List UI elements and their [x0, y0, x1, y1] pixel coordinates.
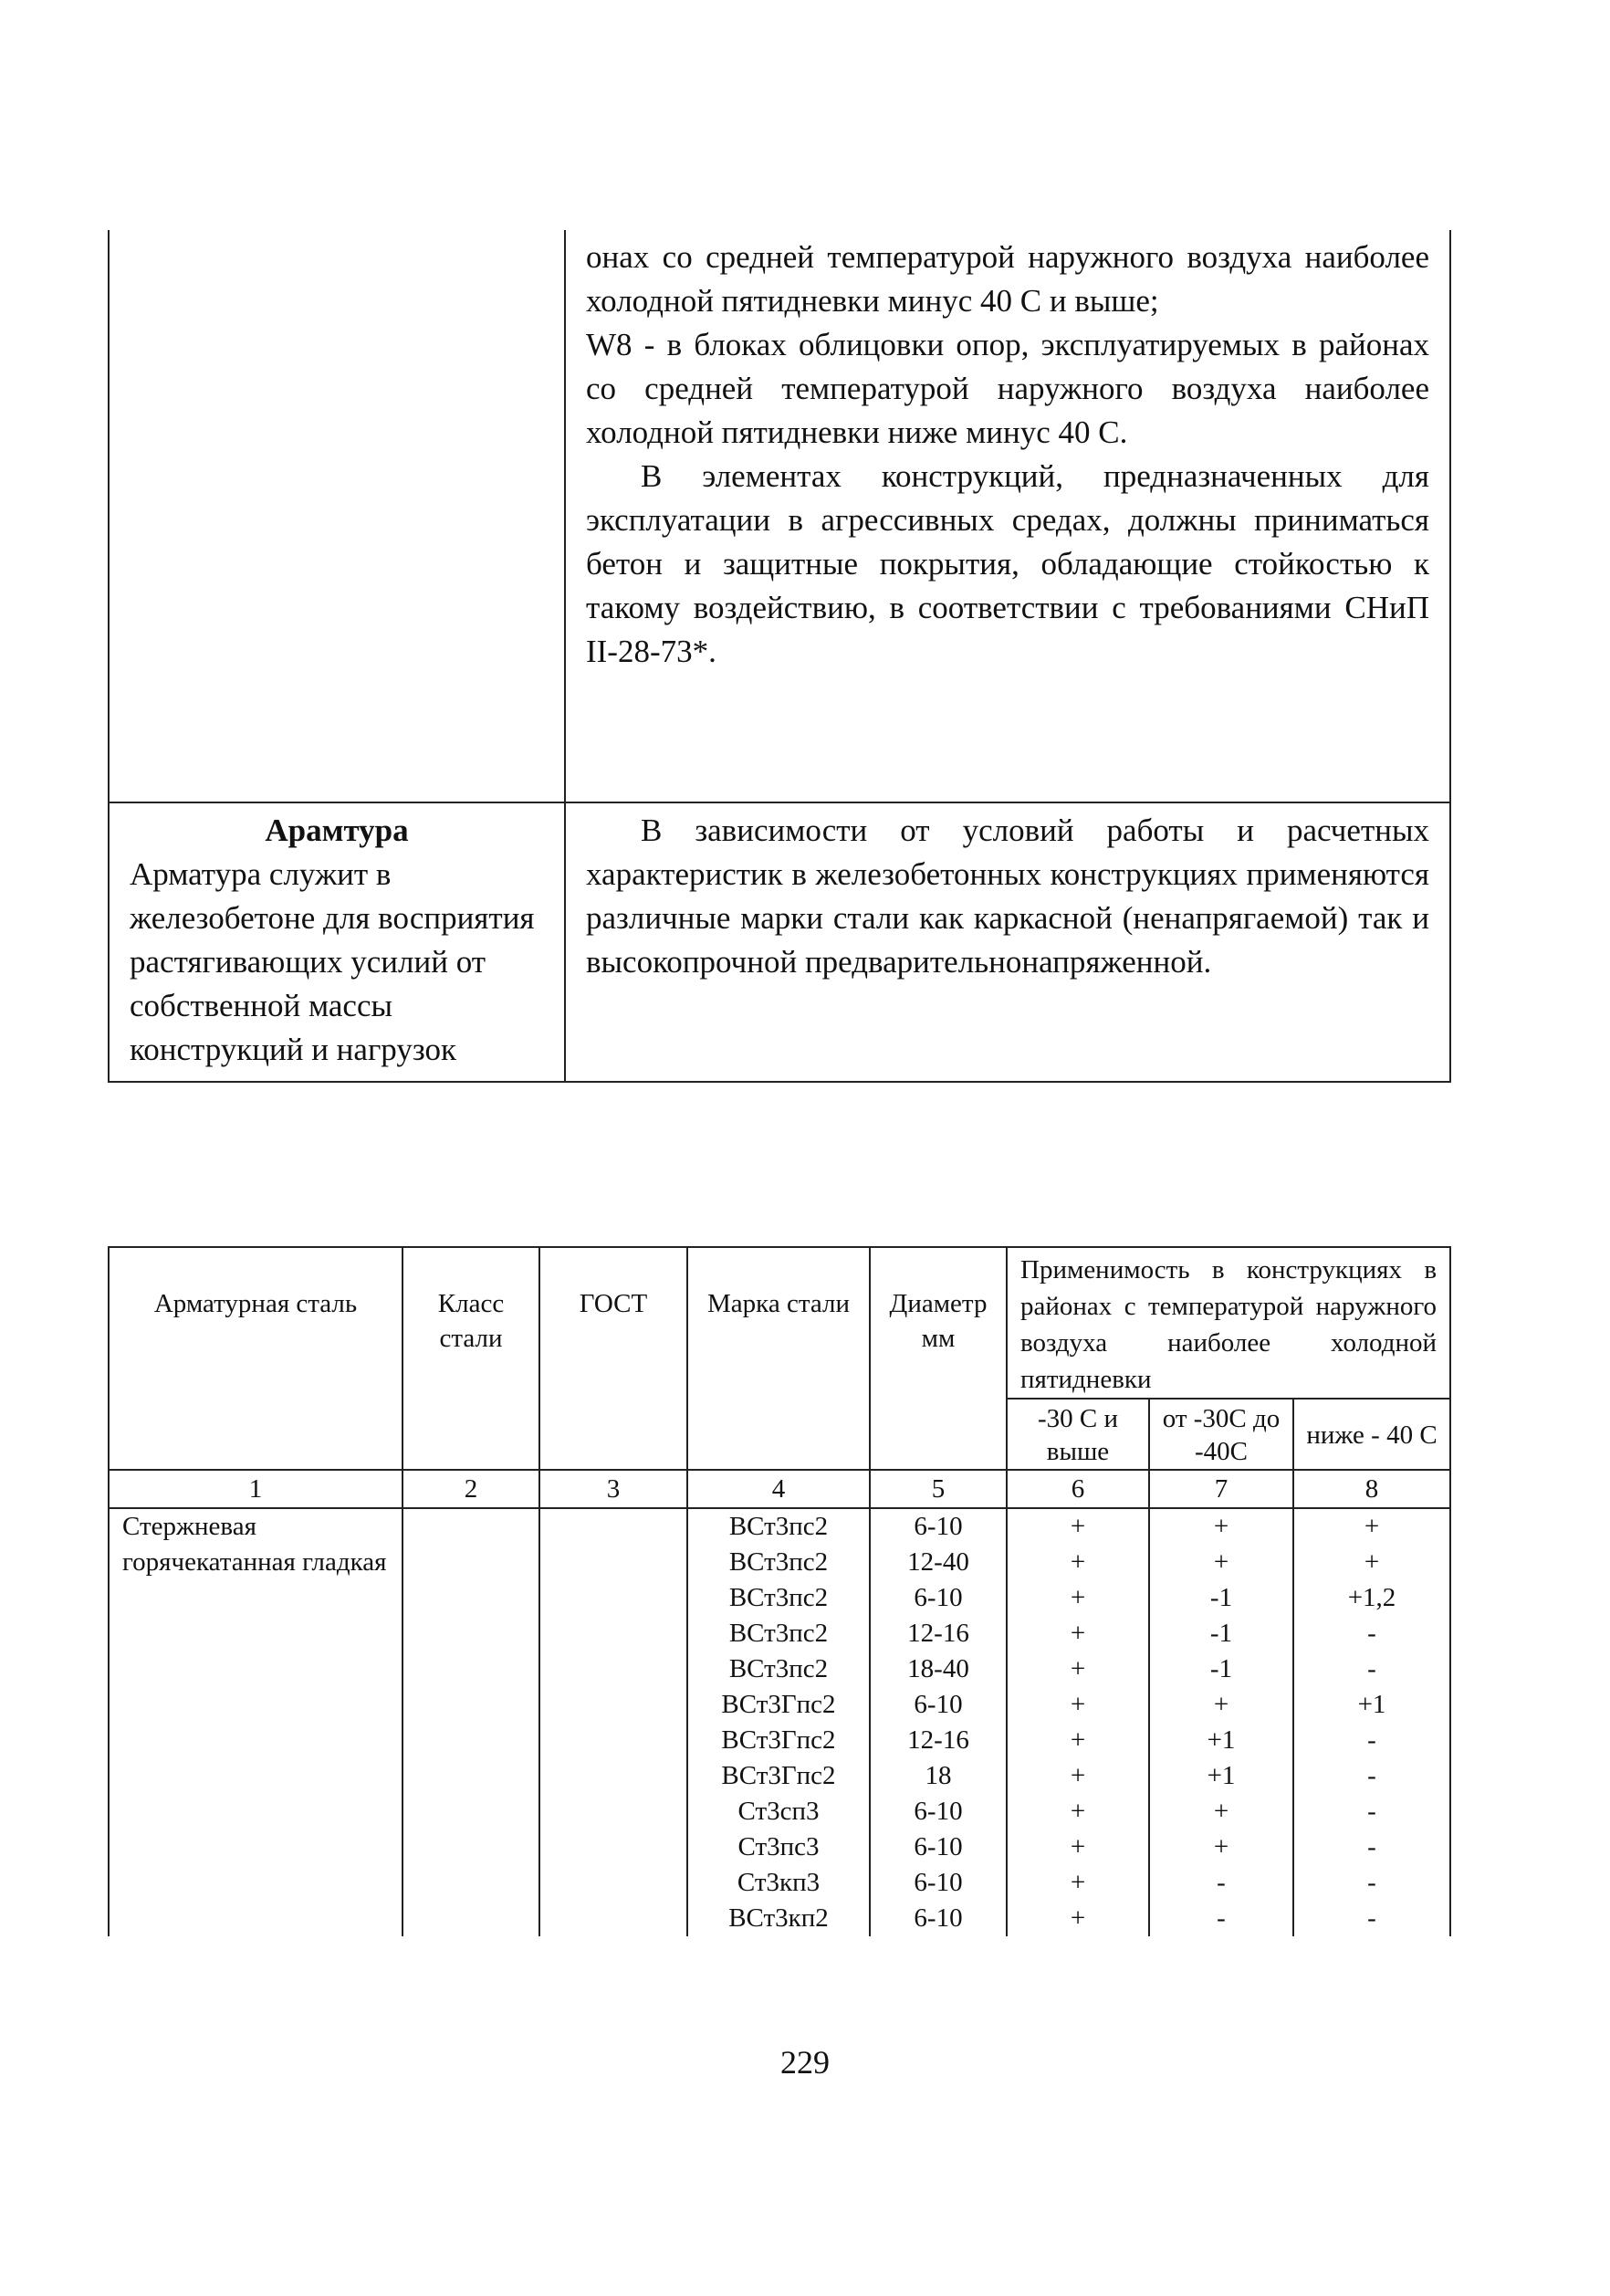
applic-cell-8: +1	[1293, 1687, 1450, 1723]
steel-type-cell: Стержневая горячекатанная гладкая	[109, 1508, 402, 1936]
applic-cell-7: -	[1149, 1865, 1293, 1901]
applic-cell-6: +	[1007, 1616, 1149, 1651]
diameter-cell: 6-10	[870, 1687, 1007, 1723]
applic-cell-6: +	[1007, 1829, 1149, 1865]
applic-cell-7: -1	[1149, 1651, 1293, 1687]
header-row	[109, 1247, 1450, 1399]
applic-cell-7: -	[1149, 1901, 1293, 1936]
grade-cell: ВСт3Гпс2	[687, 1758, 870, 1794]
applic-cell-6: +	[1007, 1651, 1149, 1687]
applic-cell-6: +	[1007, 1794, 1149, 1829]
empty-left-cell	[109, 230, 565, 802]
grade-cell: Ст3пс3	[687, 1829, 870, 1865]
applic-cell-8: +	[1293, 1508, 1450, 1545]
paragraph: онах со средней температурой наружного воздуха наиболее холодной пятидневки минус 40 С и выше;	[586, 239, 1429, 319]
applic-cell-8: -	[1293, 1616, 1450, 1651]
class-cell	[402, 1508, 539, 1936]
diameter-cell: 6-10	[870, 1829, 1007, 1865]
reinforcement-heading-cell	[109, 802, 565, 1082]
header-sub-1: -30 С и выше	[1007, 1399, 1149, 1470]
applic-cell-8: -	[1293, 1794, 1450, 1829]
grade-cell: ВСт3пс2	[687, 1545, 870, 1580]
grade-cell: ВСт3Гпс2	[687, 1723, 870, 1758]
applic-cell-6: +	[1007, 1723, 1149, 1758]
diameter-cell: 12-40	[870, 1545, 1007, 1580]
column-number: 4	[687, 1470, 870, 1508]
grade-cell: ВСт3пс2	[687, 1651, 870, 1687]
grade-cell: Ст3кп3	[687, 1865, 870, 1901]
column-number: 6	[1007, 1470, 1149, 1508]
applic-cell-7: +1	[1149, 1758, 1293, 1794]
grade-cell: ВСт3Гпс2	[687, 1687, 870, 1723]
applic-cell-7: +1	[1149, 1723, 1293, 1758]
section-description: Арматура служит в железобетоне для восприятия растягивающих усилий от собственной массы конструкций и нагрузок	[130, 856, 535, 1067]
applic-cell-7: +	[1149, 1508, 1293, 1545]
steel-table-body	[109, 1508, 1450, 1936]
applic-cell-7: -1	[1149, 1580, 1293, 1616]
paragraph: W8 - в блоках облицовки опор, эксплуатируемых в районах со средней температурой наружного воздуха наиболее холодной пятидневки ниже минус 40 С.	[586, 327, 1429, 450]
header-class: Класс стали	[402, 1247, 539, 1470]
grade-cell: ВСт3пс2	[687, 1508, 870, 1545]
column-number-row	[109, 1470, 1450, 1508]
applic-cell-8: -	[1293, 1901, 1450, 1936]
concrete-requirements-table	[108, 230, 1451, 1083]
applic-cell-7: +	[1149, 1794, 1293, 1829]
column-number: 7	[1149, 1470, 1293, 1508]
diameter-cell: 6-10	[870, 1580, 1007, 1616]
diameter-cell: 12-16	[870, 1616, 1007, 1651]
applic-cell-8: -	[1293, 1723, 1450, 1758]
diameter-cell: 6-10	[870, 1508, 1007, 1545]
column-number: 8	[1293, 1470, 1450, 1508]
column-number: 3	[539, 1470, 687, 1508]
header-gost: ГОСТ	[539, 1247, 687, 1470]
table-row	[109, 802, 1450, 1082]
applic-cell-6: +	[1007, 1901, 1149, 1936]
applic-cell-6: +	[1007, 1758, 1149, 1794]
grade-cell: ВСт3пс2	[687, 1580, 870, 1616]
applic-cell-8: -	[1293, 1758, 1450, 1794]
applic-cell-7: -1	[1149, 1616, 1293, 1651]
section-heading: Арамтура	[265, 813, 409, 848]
reinforcing-steel-table	[108, 1246, 1451, 1936]
diameter-cell: 6-10	[870, 1794, 1007, 1829]
applic-cell-8: +1,2	[1293, 1580, 1450, 1616]
column-number: 1	[109, 1470, 402, 1508]
diameter-cell: 6-10	[870, 1901, 1007, 1936]
applic-cell-8: -	[1293, 1651, 1450, 1687]
diameter-cell: 12-16	[870, 1723, 1007, 1758]
paragraph: В элементах конструкций, предназначенных для эксплуатации в агрессивных средах, должны приниматься бетон и защитные покрытия, обладающие стойкостью к такому воздействию, в соответствии с требованиями СНиП II-28-73*.	[586, 458, 1429, 669]
header-sub-3: ниже - 40 С	[1293, 1399, 1450, 1470]
paragraph: В зависимости от условий работы и расчетных характеристик в железобетонных конструкциях применяются различные марки стали как каркасной (ненапрягаемой) так и высокопрочной предварительнонапряженной.	[586, 813, 1429, 980]
grade-cell: ВСт3пс2	[687, 1616, 870, 1651]
applic-cell-6: +	[1007, 1508, 1149, 1545]
header-grade: Марка стали	[687, 1247, 870, 1470]
column-number: 5	[870, 1470, 1007, 1508]
reinforcement-text-cell	[565, 802, 1450, 1082]
table-row	[109, 1508, 1450, 1545]
page-number: 229	[780, 2044, 830, 2081]
applic-cell-8: -	[1293, 1829, 1450, 1865]
column-number: 2	[402, 1470, 539, 1508]
grade-cell: ВСт3кп2	[687, 1901, 870, 1936]
applic-cell-6: +	[1007, 1580, 1149, 1616]
diameter-cell: 6-10	[870, 1865, 1007, 1901]
applic-cell-8: +	[1293, 1545, 1450, 1580]
grade-cell: Ст3сп3	[687, 1794, 870, 1829]
diameter-cell: 18-40	[870, 1651, 1007, 1687]
applic-cell-7: +	[1149, 1687, 1293, 1723]
applic-cell-7: +	[1149, 1829, 1293, 1865]
header-diameter: Диаметр мм	[870, 1247, 1007, 1470]
applic-cell-6: +	[1007, 1687, 1149, 1723]
header-steel: Арматурная сталь	[109, 1247, 402, 1470]
applic-cell-8: -	[1293, 1865, 1450, 1901]
header-sub-2: от -30С до -40С	[1149, 1399, 1293, 1470]
applic-cell-6: +	[1007, 1865, 1149, 1901]
gost-cell	[539, 1508, 687, 1936]
diameter-cell: 18	[870, 1758, 1007, 1794]
table-row	[109, 230, 1450, 802]
header-applicability: Применимость в конструкциях в районах с температурой наружного воздуха наиболее холодной пятидневки	[1007, 1247, 1450, 1399]
applic-cell-6: +	[1007, 1545, 1149, 1580]
requirements-text-cell	[565, 230, 1450, 802]
applic-cell-7: +	[1149, 1545, 1293, 1580]
